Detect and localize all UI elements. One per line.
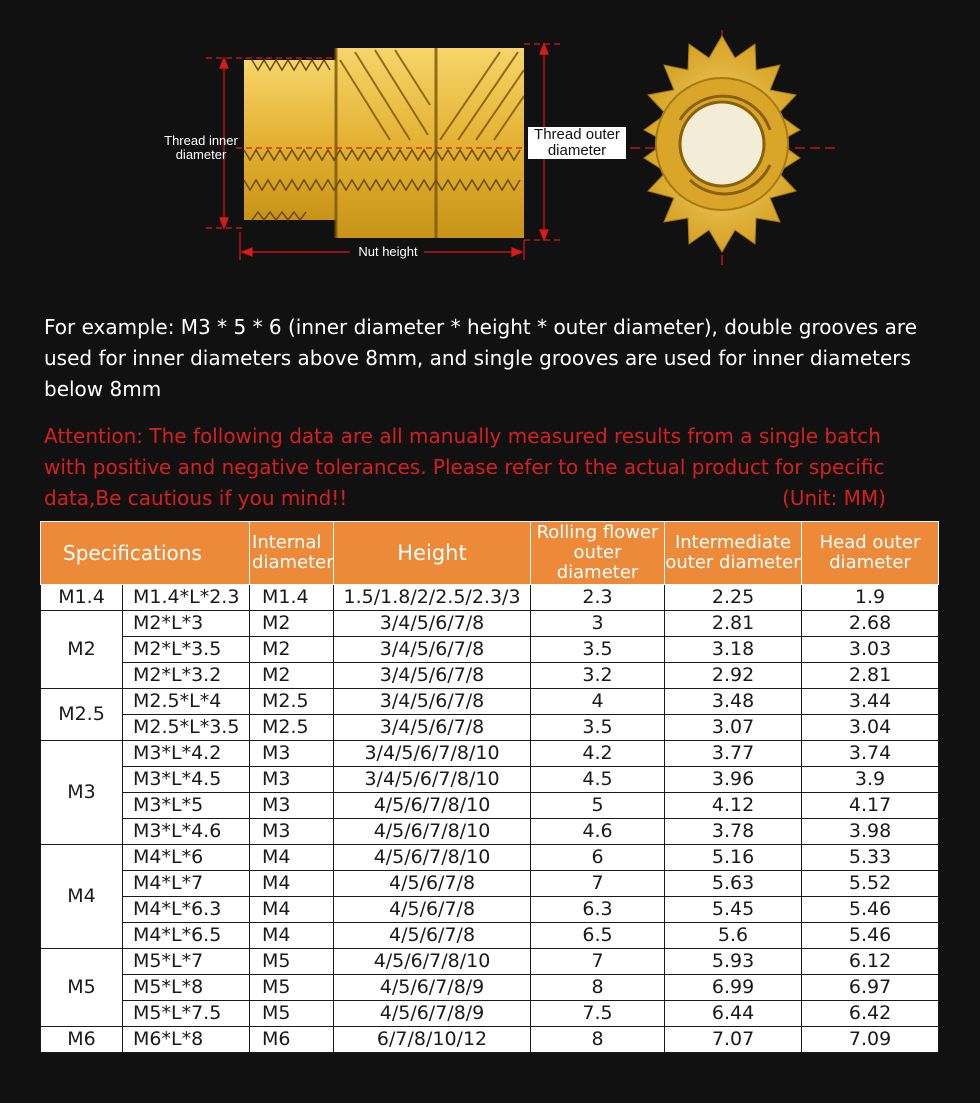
rolling-flower-cell: 4: [531, 689, 665, 715]
internal-diameter-cell: M1.4: [250, 585, 334, 611]
height-cell: 4/5/6/7/8/10: [334, 949, 531, 975]
intermediate-cell: 7.07: [665, 1027, 802, 1053]
intermediate-cell: 3.96: [665, 767, 802, 793]
model-cell: M3*L*4.6: [123, 819, 250, 845]
rolling-flower-cell: 3.5: [531, 715, 665, 741]
table-row: [41, 923, 939, 949]
insert-nut-diagram: [0, 0, 980, 300]
height-cell: 3/4/5/6/7/8/10: [334, 741, 531, 767]
rolling-flower-cell: 7: [531, 949, 665, 975]
table-row: [41, 871, 939, 897]
intermediate-cell: 6.99: [665, 975, 802, 1001]
height-cell: 4/5/6/7/8/10: [334, 793, 531, 819]
internal-diameter-cell: M2.5: [250, 715, 334, 741]
table-row: [41, 767, 939, 793]
rolling-flower-cell: 4.5: [531, 767, 665, 793]
intermediate-cell: 5.16: [665, 845, 802, 871]
rolling-flower-cell: 6.3: [531, 897, 665, 923]
table-row: [41, 663, 939, 689]
rolling-flower-cell: 5: [531, 793, 665, 819]
head-cell: 6.42: [802, 1001, 939, 1027]
internal-diameter-cell: M5: [250, 975, 334, 1001]
header-height: Height: [334, 522, 531, 585]
intermediate-cell: 5.63: [665, 871, 802, 897]
spec-group-cell: M6: [41, 1027, 123, 1053]
head-cell: 3.03: [802, 637, 939, 663]
head-cell: 6.12: [802, 949, 939, 975]
head-cell: 5.46: [802, 923, 939, 949]
spec-group-cell: M3: [41, 741, 123, 845]
table-body: [41, 585, 939, 1053]
model-cell: M5*L*7: [123, 949, 250, 975]
header-internal-diameter: Internal diameter: [250, 522, 334, 585]
table-row: [41, 611, 939, 637]
intermediate-cell: 5.93: [665, 949, 802, 975]
intro-paragraph: For example: M3 * 5 * 6 (inner diameter * height * outer diameter), double grooves are used for inner diameters above 8mm, and single grooves are used for inner diameters below 8mm: [44, 315, 917, 401]
rolling-flower-cell: 8: [531, 975, 665, 1001]
model-cell: M3*L*4.2: [123, 741, 250, 767]
nut-side-view: [244, 48, 524, 238]
head-cell: 3.04: [802, 715, 939, 741]
table-row: [41, 845, 939, 871]
unit-label: (Unit: MM): [782, 486, 886, 510]
intermediate-cell: 2.25: [665, 585, 802, 611]
table-row: [41, 689, 939, 715]
height-cell: 3/4/5/6/7/8/10: [334, 767, 531, 793]
table-row: [41, 585, 939, 611]
head-cell: 5.33: [802, 845, 939, 871]
model-cell: M2.5*L*4: [123, 689, 250, 715]
table-row: [41, 793, 939, 819]
head-cell: 6.97: [802, 975, 939, 1001]
rolling-flower-cell: 2.3: [531, 585, 665, 611]
head-cell: 3.74: [802, 741, 939, 767]
model-cell: M2*L*3: [123, 611, 250, 637]
head-cell: 5.46: [802, 897, 939, 923]
head-cell: 2.68: [802, 611, 939, 637]
model-cell: M1.4*L*2.3: [123, 585, 250, 611]
internal-diameter-cell: M2.5: [250, 689, 334, 715]
header-rolling-flower: Rolling flower outer diameter: [531, 522, 665, 585]
height-cell: 3/4/5/6/7/8: [334, 689, 531, 715]
height-cell: 4/5/6/7/8/9: [334, 975, 531, 1001]
internal-diameter-cell: M6: [250, 1027, 334, 1053]
spec-group-cell: M5: [41, 949, 123, 1027]
header-head: Head outer diameter: [802, 522, 939, 585]
thread-inner-diameter-label: Thread inner diameter: [164, 133, 238, 162]
head-cell: 4.17: [802, 793, 939, 819]
intermediate-cell: 5.45: [665, 897, 802, 923]
internal-diameter-cell: M5: [250, 949, 334, 975]
rolling-flower-cell: 3.5: [531, 637, 665, 663]
internal-diameter-cell: M2: [250, 663, 334, 689]
nut-front-view: [644, 36, 800, 252]
rolling-flower-cell: 4.2: [531, 741, 665, 767]
attention-text: Attention: The following data are all manually measured results from a single batch with positive and negative tolerances. Please refer to the actual product for specific data,Be cautious if you mind!!: [44, 424, 885, 510]
height-cell: 3/4/5/6/7/8: [334, 715, 531, 741]
internal-diameter-cell: M5: [250, 1001, 334, 1027]
table-row: [41, 819, 939, 845]
spec-group-cell: M2: [41, 611, 123, 689]
table-row: [41, 949, 939, 975]
height-cell: 4/5/6/7/8/9: [334, 1001, 531, 1027]
spec-group-cell: M4: [41, 845, 123, 949]
table-row: [41, 975, 939, 1001]
model-cell: M4*L*7: [123, 871, 250, 897]
model-cell: M3*L*4.5: [123, 767, 250, 793]
height-cell: 3/4/5/6/7/8: [334, 663, 531, 689]
rolling-flower-cell: 3.2: [531, 663, 665, 689]
internal-diameter-cell: M3: [250, 819, 334, 845]
internal-diameter-cell: M3: [250, 767, 334, 793]
rolling-flower-cell: 8: [531, 1027, 665, 1053]
rolling-flower-cell: 4.6: [531, 819, 665, 845]
height-cell: 4/5/6/7/8/10: [334, 819, 531, 845]
model-cell: M2*L*3.5: [123, 637, 250, 663]
nut-height-label: Nut height: [358, 244, 418, 259]
rolling-flower-cell: 3: [531, 611, 665, 637]
thread-outer-diameter-label: Thread outer diameter: [528, 127, 626, 159]
spec-table: [40, 521, 939, 1053]
rolling-flower-cell: 7: [531, 871, 665, 897]
header-specifications: Specifications: [41, 522, 250, 585]
internal-diameter-cell: M4: [250, 923, 334, 949]
internal-diameter-cell: M4: [250, 871, 334, 897]
height-cell: 4/5/6/7/8: [334, 923, 531, 949]
model-cell: M4*L*6.5: [123, 923, 250, 949]
height-cell: 6/7/8/10/12: [334, 1027, 531, 1053]
table-row: [41, 637, 939, 663]
height-cell: 3/4/5/6/7/8: [334, 611, 531, 637]
model-cell: M2*L*3.2: [123, 663, 250, 689]
height-cell: 4/5/6/7/8: [334, 871, 531, 897]
height-cell: 4/5/6/7/8/10: [334, 845, 531, 871]
intermediate-cell: 5.6: [665, 923, 802, 949]
intermediate-cell: 2.92: [665, 663, 802, 689]
intermediate-cell: 3.78: [665, 819, 802, 845]
rolling-flower-cell: 6: [531, 845, 665, 871]
spec-group-cell: M2.5: [41, 689, 123, 741]
table-row: [41, 715, 939, 741]
internal-diameter-cell: M3: [250, 793, 334, 819]
model-cell: M4*L*6: [123, 845, 250, 871]
head-cell: 3.44: [802, 689, 939, 715]
table-row: [41, 741, 939, 767]
model-cell: M5*L*8: [123, 975, 250, 1001]
height-cell: 1.5/1.8/2/2.5/2.3/3: [334, 585, 531, 611]
intermediate-cell: 3.18: [665, 637, 802, 663]
spec-group-cell: M1.4: [41, 585, 123, 611]
head-cell: 3.98: [802, 819, 939, 845]
intermediate-cell: 4.12: [665, 793, 802, 819]
intermediate-cell: 3.77: [665, 741, 802, 767]
rolling-flower-cell: 7.5: [531, 1001, 665, 1027]
model-cell: M4*L*6.3: [123, 897, 250, 923]
height-cell: 3/4/5/6/7/8: [334, 637, 531, 663]
intermediate-cell: 6.44: [665, 1001, 802, 1027]
internal-diameter-cell: M2: [250, 611, 334, 637]
rolling-flower-cell: 6.5: [531, 923, 665, 949]
model-cell: M2.5*L*3.5: [123, 715, 250, 741]
header-intermediate: Intermediate outer diameter: [665, 522, 802, 585]
head-cell: 7.09: [802, 1027, 939, 1053]
internal-diameter-cell: M3: [250, 741, 334, 767]
internal-diameter-cell: M2: [250, 637, 334, 663]
height-cell: 4/5/6/7/8: [334, 897, 531, 923]
head-cell: 5.52: [802, 871, 939, 897]
intermediate-cell: 2.81: [665, 611, 802, 637]
intermediate-cell: 3.48: [665, 689, 802, 715]
internal-diameter-cell: M4: [250, 845, 334, 871]
table-header-row: [41, 522, 939, 585]
table-row: [41, 897, 939, 923]
table-row: [41, 1027, 939, 1053]
intermediate-cell: 3.07: [665, 715, 802, 741]
attention-notice: [44, 421, 886, 514]
head-cell: 1.9: [802, 585, 939, 611]
head-cell: 3.9: [802, 767, 939, 793]
internal-diameter-cell: M4: [250, 897, 334, 923]
model-cell: M6*L*8: [123, 1027, 250, 1053]
table-row: [41, 1001, 939, 1027]
model-cell: M3*L*5: [123, 793, 250, 819]
head-cell: 2.81: [802, 663, 939, 689]
model-cell: M5*L*7.5: [123, 1001, 250, 1027]
